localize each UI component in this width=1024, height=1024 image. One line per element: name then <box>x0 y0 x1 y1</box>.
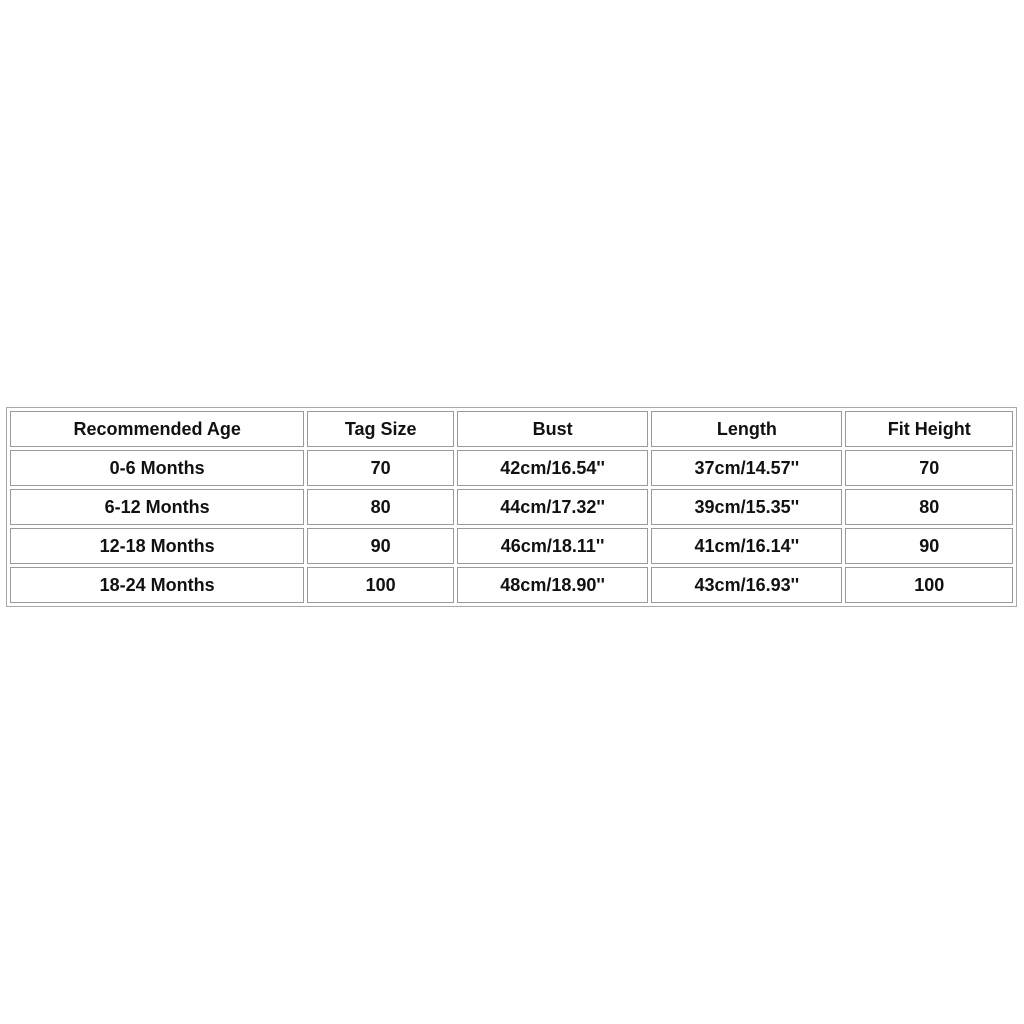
cell-length: 43cm/16.93'' <box>651 567 842 603</box>
cell-tag-size: 100 <box>307 567 454 603</box>
header-fit-height: Fit Height <box>845 411 1013 447</box>
cell-length: 37cm/14.57'' <box>651 450 842 486</box>
table-row <box>10 567 1013 603</box>
cell-fit-height: 100 <box>845 567 1013 603</box>
cell-age: 6-12 Months <box>10 489 304 525</box>
cell-age: 18-24 Months <box>10 567 304 603</box>
cell-tag-size: 90 <box>307 528 454 564</box>
table-row <box>10 489 1013 525</box>
cell-length: 41cm/16.14'' <box>651 528 842 564</box>
cell-fit-height: 70 <box>845 450 1013 486</box>
cell-bust: 46cm/18.11'' <box>457 528 648 564</box>
cell-bust: 48cm/18.90'' <box>457 567 648 603</box>
header-tag-size: Tag Size <box>307 411 454 447</box>
cell-length: 39cm/15.35'' <box>651 489 842 525</box>
cell-bust: 44cm/17.32'' <box>457 489 648 525</box>
cell-tag-size: 80 <box>307 489 454 525</box>
header-bust: Bust <box>457 411 648 447</box>
table-row <box>10 528 1013 564</box>
size-chart <box>6 407 1017 607</box>
size-table <box>6 407 1017 607</box>
cell-bust: 42cm/16.54'' <box>457 450 648 486</box>
header-length: Length <box>651 411 842 447</box>
header-recommended-age: Recommended Age <box>10 411 304 447</box>
cell-fit-height: 80 <box>845 489 1013 525</box>
cell-age: 0-6 Months <box>10 450 304 486</box>
cell-age: 12-18 Months <box>10 528 304 564</box>
table-row <box>10 450 1013 486</box>
cell-fit-height: 90 <box>845 528 1013 564</box>
table-header-row <box>10 411 1013 447</box>
cell-tag-size: 70 <box>307 450 454 486</box>
